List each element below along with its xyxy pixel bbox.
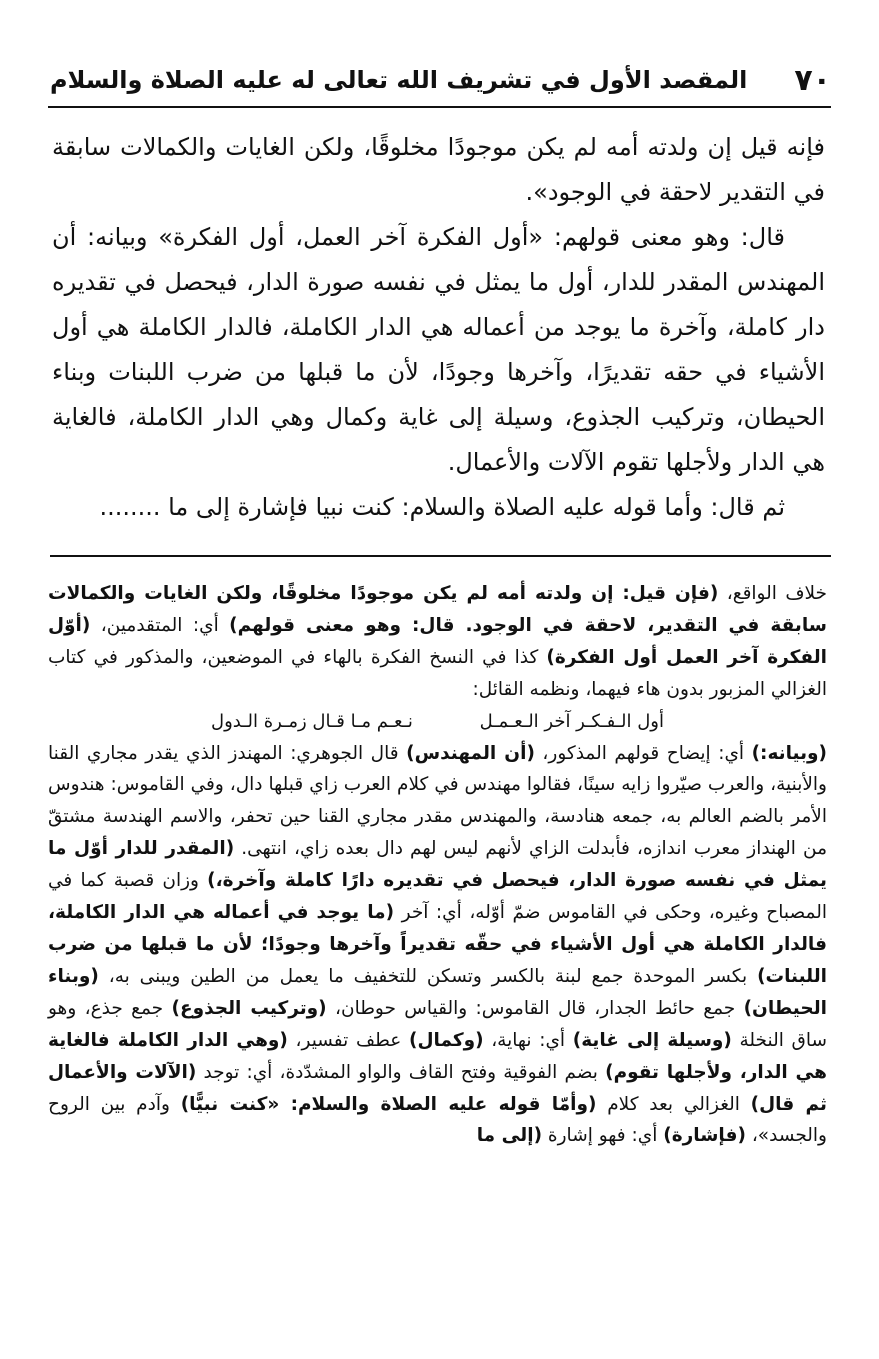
quoted-matn-text: (وتركيب الجذوع) (171, 997, 327, 1019)
running-title: المقصد الأول في تشريف الله تعالى له عليه الصلاة والسلام (50, 66, 748, 94)
commentary-run: أي: فهو إشارة (542, 1125, 664, 1147)
quoted-matn-text: (أوّل الفكرة آخر العمل أول الفكرة) (48, 614, 827, 668)
commentary-run: خلاف الواقع، (718, 583, 827, 604)
commentary-run: أي: إيضاح قولهم المذكور، (534, 742, 752, 764)
quoted-matn-text: (أن المهندس) (406, 742, 535, 764)
commentary-run: عطف تفسير، (287, 1029, 409, 1051)
page-header (50, 56, 831, 104)
quoted-matn-text: (المقدر للدار أوّل ما يمثل في نفسه صورة الدار، فيحصل في تقديره دارًا كاملة وآخرة،) (48, 838, 828, 892)
quoted-matn-text: (وبيانه:) (751, 742, 828, 764)
commentary-paragraph-1 (48, 578, 827, 706)
quoted-matn-text: (فإن قيل: إن ولدته أمه لم يكن موجودًا مخلوقًا، ولكن الغايات والكمالات سابقة في التقدير، لاحقة في الوجود. قال: وهو معنى قولهم) (48, 583, 827, 636)
commentary-paragraph-2 (48, 738, 827, 1153)
verse-hemistich-right: أول الـفـكـر آخر الـعـمـل (479, 710, 664, 732)
main-paragraph-2: قال: وهو معنى قولهم: «أول الفكرة آخر العمل، أول الفكرة» وبيانه: أن المهندس المقدر للدار، أول ما يمثل في نفسه صورة الدار، فيحصل في تقديره دار كاملة، وآخرة ما يوجد من أعماله هي الدار الكاملة، فالدار الكاملة هي أول الأشياء في حقه تقديرًا، وآخرها وجودًا، لأن ما قبلها من ضرب اللبنات وبناء الحيطان، وتركيب الجذوع، وسيلة إلى غاية وكمال وهي الدار الكاملة، فالغاية هي الدار ولأجلها تقوم الآلات والأعمال. (52, 223, 825, 476)
commentary-run: بضم الفوقية وفتح القاف والواو المشدّدة، أي: توجد (196, 1061, 606, 1083)
commentary-run: أي: نهاية، (483, 1029, 573, 1051)
main-paragraph-3: ثم قال: وأما قوله عليه الصلاة والسلام: كنت نبيا فإشارة إلى ما ........ (99, 493, 785, 521)
commentary-run: وآدم بين الروح والجسد»، (48, 1093, 827, 1147)
commentary-text (48, 578, 827, 1152)
verse-hemistich-left: نـعـم مـا قـال زمـرة الـدول (211, 710, 413, 732)
verse-line (48, 706, 827, 738)
commentary-run: وزان قصبة كما في المصباح وغيره، وحكى في القاموس ضمّ أوّله، أي: آخر (48, 870, 827, 924)
commentary-run: جمع حائط الجدار، قال القاموس: والقياس حوطان، (326, 997, 744, 1019)
quoted-matn-text: (وسيلة إلى غاية) (572, 1029, 732, 1051)
quoted-matn-text: (إلى ما (476, 1125, 543, 1147)
main-paragraph-1: فإنه قيل إن ولدته أمه لم يكن موجودًا مخلوقًا، ولكن الغايات والكمالات سابقة في التقدير لاحقة في الوجود». (52, 133, 825, 206)
commentary-run: بكسر الموحدة جمع لبنة بالكسر وتسكن للتخفيف ما يعمل من الطين ويبنى به، (98, 965, 758, 987)
commentary-run: الغزالي بعد كلام (596, 1093, 751, 1115)
commentary-run: أي: المتقدمين، (90, 614, 230, 636)
commentary-run: جمع جذع، وهو ساق النخلة (48, 997, 827, 1051)
quoted-matn-text: (وبناء الحيطان) (48, 965, 827, 1019)
page-number: ٧٠ (794, 62, 831, 98)
commentary-run: قال الجوهري: المهندز الذي يقدر مجاري القنا والأبنية، والعرب صيّروا زايه سينًا، فقالوا مهندس في كلام العرب زاي قبلها دال، وفي القاموس: هندوس الأمر بالضم العالم به، جمعه هنادسة، والمهندس مقدر مجاري القنا حين تحفر، والاسم الهندسة مشتقّ من الهنداز معرب اندازه، فأبدلت الزاي لأنهم ليس لهم دال بعده زاي، انتهى. (48, 742, 827, 860)
quoted-matn-text: (وأمّا قوله عليه الصلاة والسلام: «كنت نبيًّا) (180, 1093, 597, 1115)
quoted-matn-text: (فإشارة) (663, 1125, 746, 1147)
main-text (52, 125, 825, 530)
quoted-matn-text: (وكمال) (408, 1029, 484, 1051)
footnote-divider (50, 555, 831, 557)
quoted-matn-text: (وهي الدار الكاملة فالغاية هي الدار، ولأجلها تقوم) (48, 1029, 827, 1083)
header-rule (48, 106, 831, 108)
commentary-run: كذا في النسخ الفكرة بالهاء في الموضعين، والمذكور في كتاب الغزالي المزبور بدون هاء فيهما، ونظمه القائل: (48, 646, 827, 700)
quoted-matn-text: (ما يوجد في أعماله هي الدار الكاملة، فالدار الكاملة هي أول الأشياء في حقّه تقديراً وآخرها وجودًا؛ لأن ما قبلها من ضرب اللبنات) (48, 902, 827, 987)
quoted-matn-text: (الآلات والأعمال ثم قال) (48, 1061, 827, 1115)
